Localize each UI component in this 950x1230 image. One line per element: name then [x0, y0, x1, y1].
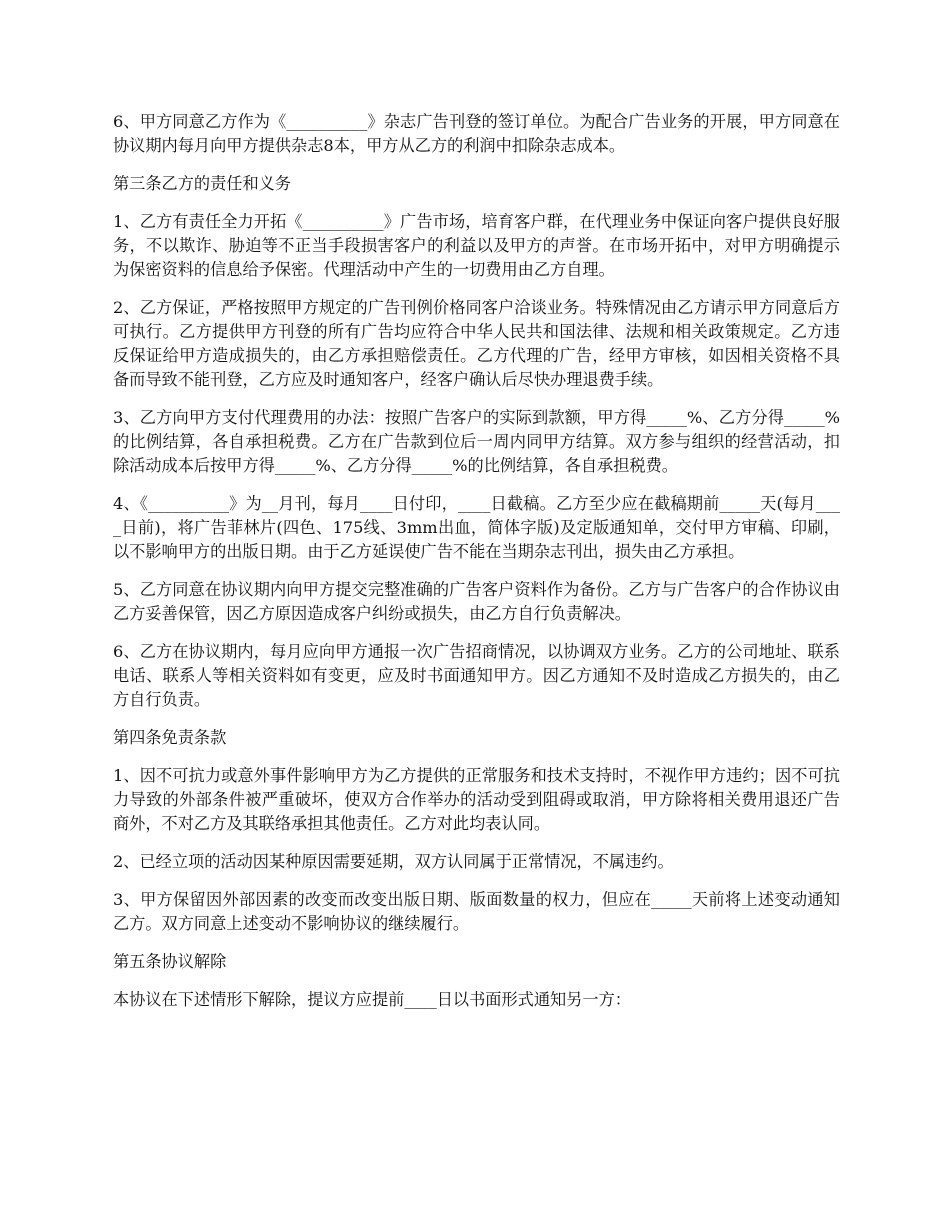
- document-page: [113, 110, 840, 1026]
- paragraph-clause-3-3: 3、乙方向甲方支付代理费用的办法：按照广告客户的实际到款额，甲方得_____%、乙方分得_____%的比例结算，各自承担税费。乙方在广告款到位后一周内同甲方结算。双方参与组织的经营活动，扣除活动成本后按甲方得_____%、乙方分得_____%的比例结算，各自承担税费。: [113, 408, 840, 475]
- section-heading-article-5: 第五条协议解除: [113, 952, 227, 971]
- paragraph-clause-4-3: 3、甲方保留因外部因素的改变而改变出版日期、版面数量的权力，但应在_____天前将上述变动通知乙方。双方同意上述变动不影响协议的继续履行。: [113, 890, 840, 933]
- paragraph-termination-intro: 本协议在下述情形下解除，提议方应提前____日以书面形式通知另一方：: [113, 990, 631, 1009]
- paragraph-clause-3-4: 4、《__________》为__月刊，每月____日付印，____日截稿。乙方至少应在截稿期前_____天(每月____日前)，将广告菲林片(四色、175线、3mm出血，简体字版)及定版通知单，交付甲方审稿、印刷，以不影响甲方的出版日期。由于乙方延误使广告不能在当期杂志刊出，损失由乙方承担。: [113, 494, 840, 561]
- paragraph-clause-4-2: 2、已经立项的活动因某种原因需要延期，双方认同属于正常情况，不属违约。: [113, 852, 674, 871]
- paragraph-clause-4-1: 1、因不可抗力或意外事件影响甲方为乙方提供的正常服务和技术支持时，不视作甲方违约；因不可抗力导致的外部条件被严重破坏，使双方合作举办的活动受到阻碍或取消，甲方除将相关费用退还广告商外，不对乙方及其联络承担其他责任。乙方对此均表认同。: [113, 766, 840, 833]
- section-heading-article-4: 第四条免责条款: [113, 728, 227, 747]
- paragraph-clause-2-6: 6、甲方同意乙方作为《__________》杂志广告刊登的签订单位。为配合广告业务的开展，甲方同意在协议期内每月向甲方提供杂志8本，甲方从乙方的利润中扣除杂志成本。: [113, 112, 840, 155]
- paragraph-clause-3-1: 1、乙方有责任全力开拓《__________》广告市场，培育客户群，在代理业务中保证向客户提供良好服务，不以欺诈、胁迫等不正当手段损害客户的利益以及甲方的声誉。在市场开拓中，对甲方明确提示为保密资料的信息给予保密。代理活动中产生的一切费用由乙方自理。: [113, 212, 840, 279]
- paragraph-clause-3-2: 2、乙方保证，严格按照甲方规定的广告刊例价格同客户洽谈业务。特殊情况由乙方请示甲方同意后方可执行。乙方提供甲方刊登的所有广告均应符合中华人民共和国法律、法规和相关政策规定。乙方违反保证给甲方造成损失的，由乙方承担赔偿责任。乙方代理的广告，经甲方审核，如因相关资格不具备而导致不能刊登，乙方应及时通知客户，经客户确认后尽快办理退费手续。: [113, 298, 840, 389]
- paragraph-clause-3-5: 5、乙方同意在协议期内向甲方提交完整准确的广告客户资料作为备份。乙方与广告客户的合作协议由乙方妥善保管，因乙方原因造成客户纠纷或损失，由乙方自行负责解决。: [113, 580, 840, 623]
- section-heading-article-3: 第三条乙方的责任和义务: [113, 174, 292, 193]
- paragraph-clause-3-6: 6、乙方在协议期内，每月应向甲方通报一次广告招商情况，以协调双方业务。乙方的公司地址、联系电话、联系人等相关资料如有变更，应及时书面通知甲方。因乙方通知不及时造成乙方损失的，由乙方自行负责。: [113, 642, 840, 709]
